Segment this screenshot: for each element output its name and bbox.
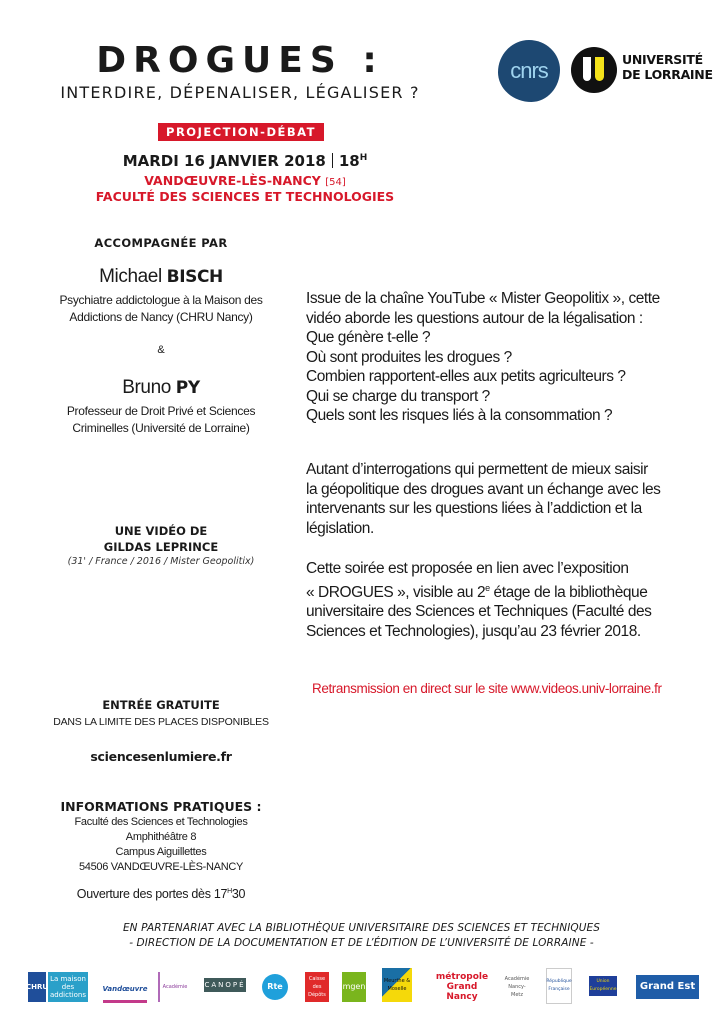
description-line: Quels sont les risques liés à la consommation ?	[306, 407, 613, 424]
description-line: Où sont produites les drogues ?	[306, 348, 512, 366]
speaker-role-line: Criminelles (Université de Lorraine)	[72, 421, 250, 435]
description-line: Issue de la chaîne YouTube « Mister Geopolitix », cette	[306, 290, 660, 307]
description-line: la géopolitique des drogues avant un échange avec les	[306, 480, 661, 498]
logo-text: Académie Nancy-Metz	[504, 976, 530, 998]
vandoeuvre-logo	[103, 978, 147, 1003]
entry-subtitle: DANS LA LIMITE DES PLACES DISPONIBLES	[53, 716, 269, 728]
video-credit	[20, 523, 302, 555]
logo-text: CHRU	[25, 983, 49, 991]
description-line: intervenants sur les questions liées à l’addiction et la	[306, 500, 642, 517]
speaker-role-line: Professeur de Droit Privé et Sciences	[66, 404, 256, 418]
divider	[332, 153, 333, 168]
meurthe-moselle-logo	[382, 968, 412, 1002]
description-paragraph-2	[306, 460, 686, 538]
partnership-line-1: EN PARTENARIAT AVEC LA BIBLIOTHÈQUE UNIVERSITAIRE DES SCIENCES ET TECHNIQUES	[122, 922, 601, 934]
video-credit-line1: UNE VIDÉO DE	[114, 524, 208, 538]
address-line: 54506 VANDŒUVRE-LÈS-NANCY	[78, 861, 244, 873]
chru-logo	[25, 972, 49, 1002]
logo-text: Meurthe & Moselle	[383, 978, 411, 992]
logo-text: CANOPÉ	[204, 981, 246, 989]
description-line: législation.	[306, 519, 374, 537]
caisse-depots-logo	[305, 972, 329, 1002]
speaker-role-line: Addictions de Nancy (CHRU Nancy)	[69, 310, 253, 324]
logo-text: Vandœuvre	[102, 985, 148, 993]
speaker-last-name: PY	[175, 378, 200, 398]
event-type-badge: PROJECTION-DÉBAT	[158, 123, 324, 141]
broadcast-link[interactable]: Retransmission en direct sur le site www.videos.univ-lorraine.fr	[312, 681, 662, 696]
opening-time	[20, 887, 302, 901]
rte-logo	[262, 974, 288, 1000]
speakers-intro: ACCOMPAGNÉE PAR	[94, 236, 228, 250]
description-line: Autant d’interrogations qui permettent de mieux saisir	[306, 461, 648, 478]
speakers-joiner: &	[157, 344, 165, 356]
opening-suffix: 30	[231, 887, 246, 901]
cnrs-logo	[498, 40, 560, 102]
logo-text: Grand Est	[639, 981, 696, 992]
speaker-role	[20, 292, 302, 326]
partnership-line-2: - DIRECTION DE LA DOCUMENTATION ET DE L’ÉDITION DE L’UNIVERSITÉ DE LORRAINE -	[129, 937, 594, 949]
logo-text: mgen	[342, 982, 366, 991]
union-europeenne-logo	[589, 976, 617, 996]
academie-nancy-metz-logo	[503, 972, 531, 1002]
description-paragraph-3	[306, 559, 686, 641]
entry-title: ENTRÉE GRATUITE	[102, 698, 220, 712]
opening-sup: H	[227, 887, 232, 895]
logo-text: Rte	[267, 982, 283, 991]
poster-title: DROGUES :	[96, 40, 384, 81]
speaker-role-line: Psychiatre addictologue à la Maison des	[59, 293, 263, 307]
logo-text: La maison des addictions	[49, 975, 87, 999]
speaker-first-name: Bruno	[122, 377, 171, 398]
universite-lorraine-logo-text	[622, 52, 713, 82]
event-city-name: VANDŒUVRE-LÈS-NANCY	[144, 173, 321, 188]
speaker-name	[20, 266, 302, 288]
event-time-hour: 18	[338, 152, 360, 170]
description-paragraph-1	[306, 289, 686, 426]
address-line: Campus Aiguillettes	[115, 846, 207, 858]
logo-text: Caisse des Dépôts	[308, 976, 326, 998]
logo-text: Académie	[162, 984, 188, 990]
ul-line2: DE LORRAINE	[622, 67, 713, 82]
logo-text: République Française	[546, 979, 572, 992]
universite-lorraine-logo-icon	[571, 47, 617, 93]
grand-est-logo	[636, 975, 699, 999]
description-line	[306, 579, 686, 603]
speaker-name	[20, 377, 302, 399]
cnrs-logo-text: cnrs	[510, 58, 548, 83]
description-line: Qui se charge du transport ?	[306, 387, 490, 405]
website-link[interactable]: sciencesenlumiere.fr	[90, 749, 232, 764]
description-line: Sciences et Technologies), jusqu’au 23 février 2018.	[306, 622, 641, 640]
description-text: « DROGUES », visible au 2	[306, 583, 486, 601]
description-line: Cette soirée est proposée en lien avec l’exposition	[306, 560, 629, 577]
address-line: Faculté des Sciences et Technologies	[74, 816, 248, 828]
ul-line1: UNIVERSITÉ	[622, 52, 703, 67]
academie-logo	[158, 972, 190, 1002]
mgen-logo	[342, 972, 366, 1002]
speaker-last-name: BISCH	[166, 267, 223, 287]
logo-text: métropole Grand Nancy	[435, 972, 489, 1002]
description-line: universitaire des Sciences et Techniques (Faculté des	[306, 603, 652, 621]
canope-logo	[204, 978, 246, 992]
video-meta: (31' / France / 2016 / Mister Geopolitix)	[67, 556, 255, 567]
speaker-role	[20, 403, 302, 437]
metropole-grand-nancy-logo	[432, 972, 492, 1002]
event-date-text: MARDI 16 JANVIER 2018	[122, 152, 326, 170]
event-department: [54]	[325, 177, 346, 188]
practical-info-title: INFORMATIONS PRATIQUES :	[60, 799, 262, 814]
event-city	[60, 173, 430, 188]
description-sup: e	[485, 582, 490, 593]
republique-francaise-logo	[546, 968, 572, 1004]
poster-subtitle: INTERDIRE, DÉPENALISER, LÉGALISER ?	[60, 83, 420, 102]
opening-prefix: Ouverture des portes dès 17	[76, 887, 228, 901]
address-line: Amphithéâtre 8	[125, 831, 197, 843]
description-line: Combien rapportent-elles aux petits agriculteurs ?	[306, 368, 626, 385]
video-credit-line2: GILDAS LEPRINCE	[103, 540, 219, 554]
description-line: vidéo aborde les questions autour de la légalisation :	[306, 309, 643, 327]
maison-addictions-logo	[48, 972, 88, 1002]
speaker-first-name: Michael	[99, 266, 162, 287]
event-time-suffix: H	[359, 153, 368, 163]
event-date	[60, 152, 430, 170]
event-venue: FACULTÉ DES SCIENCES ET TECHNOLOGIES	[95, 189, 395, 204]
logo-text: Union Européenne	[589, 979, 617, 992]
description-text: étage de la bibliothèque	[489, 583, 648, 601]
description-line: Que génère t-elle ?	[306, 329, 431, 346]
